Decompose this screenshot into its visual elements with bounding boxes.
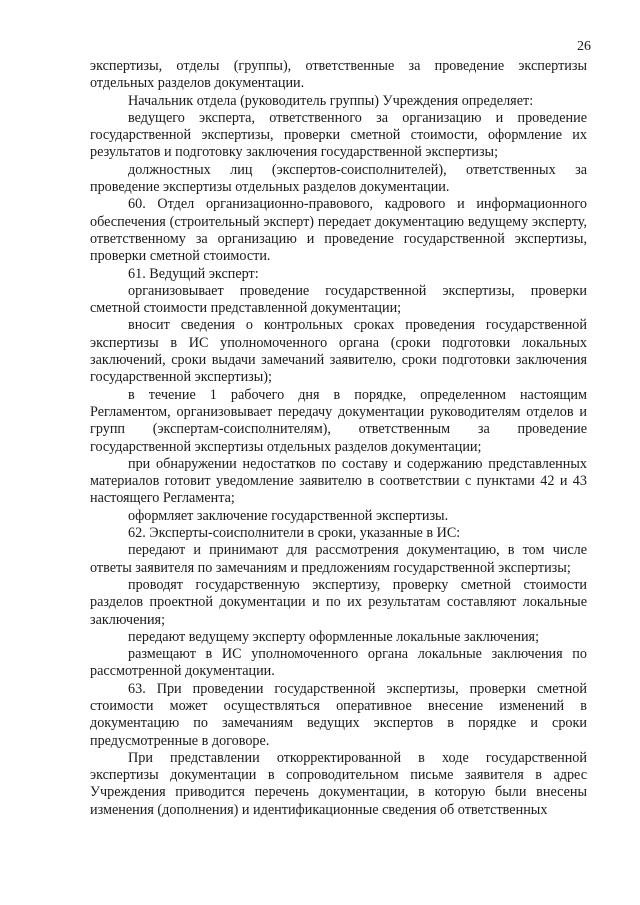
paragraph: размещают в ИС уполномоченного органа локальные заключения по рассмотренной документации.	[90, 646, 587, 680]
paragraph: 63. При проведении государственной экспертизы, проверки сметной стоимости может осуществляться оперативное внесение изменений в документацию по замечаниям ведущих экспертов в порядке и сроки предусмотренные в договоре.	[90, 680, 587, 749]
page-number: 26	[577, 39, 591, 54]
paragraph: оформляет заключение государственной экспертизы.	[128, 507, 449, 524]
document-body	[90, 58, 587, 819]
paragraph: в течение 1 рабочего дня в порядке, определенном настоящим Регламентом, организовывает передачу документации руководителям отделов и групп (экспертам-соисполнителям), ответственным за проведение государственной экспертизы отдельных разделов документации;	[90, 386, 587, 455]
paragraph: должностных лиц (экспертов-соисполнителей), ответственных за проведение экспертизы отдельных разделов документации.	[90, 161, 587, 196]
paragraph: Начальник отдела (руководитель группы) Учреждения определяет:	[128, 92, 534, 109]
paragraph: при обнаружении недостатков по составу и содержанию представленных материалов готовит уведомление заявителю в соответствии с пунктами 42 и 43 настоящего Регламента;	[90, 455, 587, 507]
paragraph: передают и принимают для рассмотрения документацию, в том числе ответы заявителя по замечаниям и предложениям государственной экспертизы;	[90, 542, 587, 576]
paragraph: ведущего эксперта, ответственного за организацию и проведение государственной экспертизы, проверки сметной стоимости, оформление их результатов и подготовку заключения государственной экспертизы;	[90, 109, 587, 161]
paragraph: проводят государственную экспертизу, проверку сметной стоимости разделов проектной документации и по их результатам составляют локальные заключения;	[90, 576, 587, 628]
paragraph: вносит сведения о контрольных сроках проведения государственной экспертизы в ИС уполномоченного органа (сроки подготовки локальных заключений, сроки выдачи замечаний заявителю, сроки подготовки заключения государственной экспертизы);	[90, 317, 587, 386]
paragraph: организовывает проведение государственной экспертизы, проверки сметной стоимости представленной документации;	[90, 282, 587, 317]
paragraph: 61. Ведущий эксперт:	[128, 265, 259, 282]
paragraph: При представлении откорректированной в ходе государственной экспертизы документации в сопроводительном письме заявителя в адрес Учреждения приводится перечень документации, в которую были внесены изменения (дополнения) и идентификационные сведения об ответственных	[90, 749, 587, 818]
paragraph: передают ведущему эксперту оформленные локальные заключения;	[128, 628, 540, 645]
paragraph: экспертизы, отделы (группы), ответственные за проведение экспертизы отдельных разделов документации.	[90, 58, 587, 92]
paragraph: 62. Эксперты-соисполнители в сроки, указанные в ИС:	[128, 525, 461, 542]
paragraph: 60. Отдел организационно-правового, кадрового и информационного обеспечения (строительный эксперт) передает документацию ведущему эксперту, ответственному за организацию и проведение государственной экспертизы, проверки сметной стоимости.	[90, 196, 587, 265]
